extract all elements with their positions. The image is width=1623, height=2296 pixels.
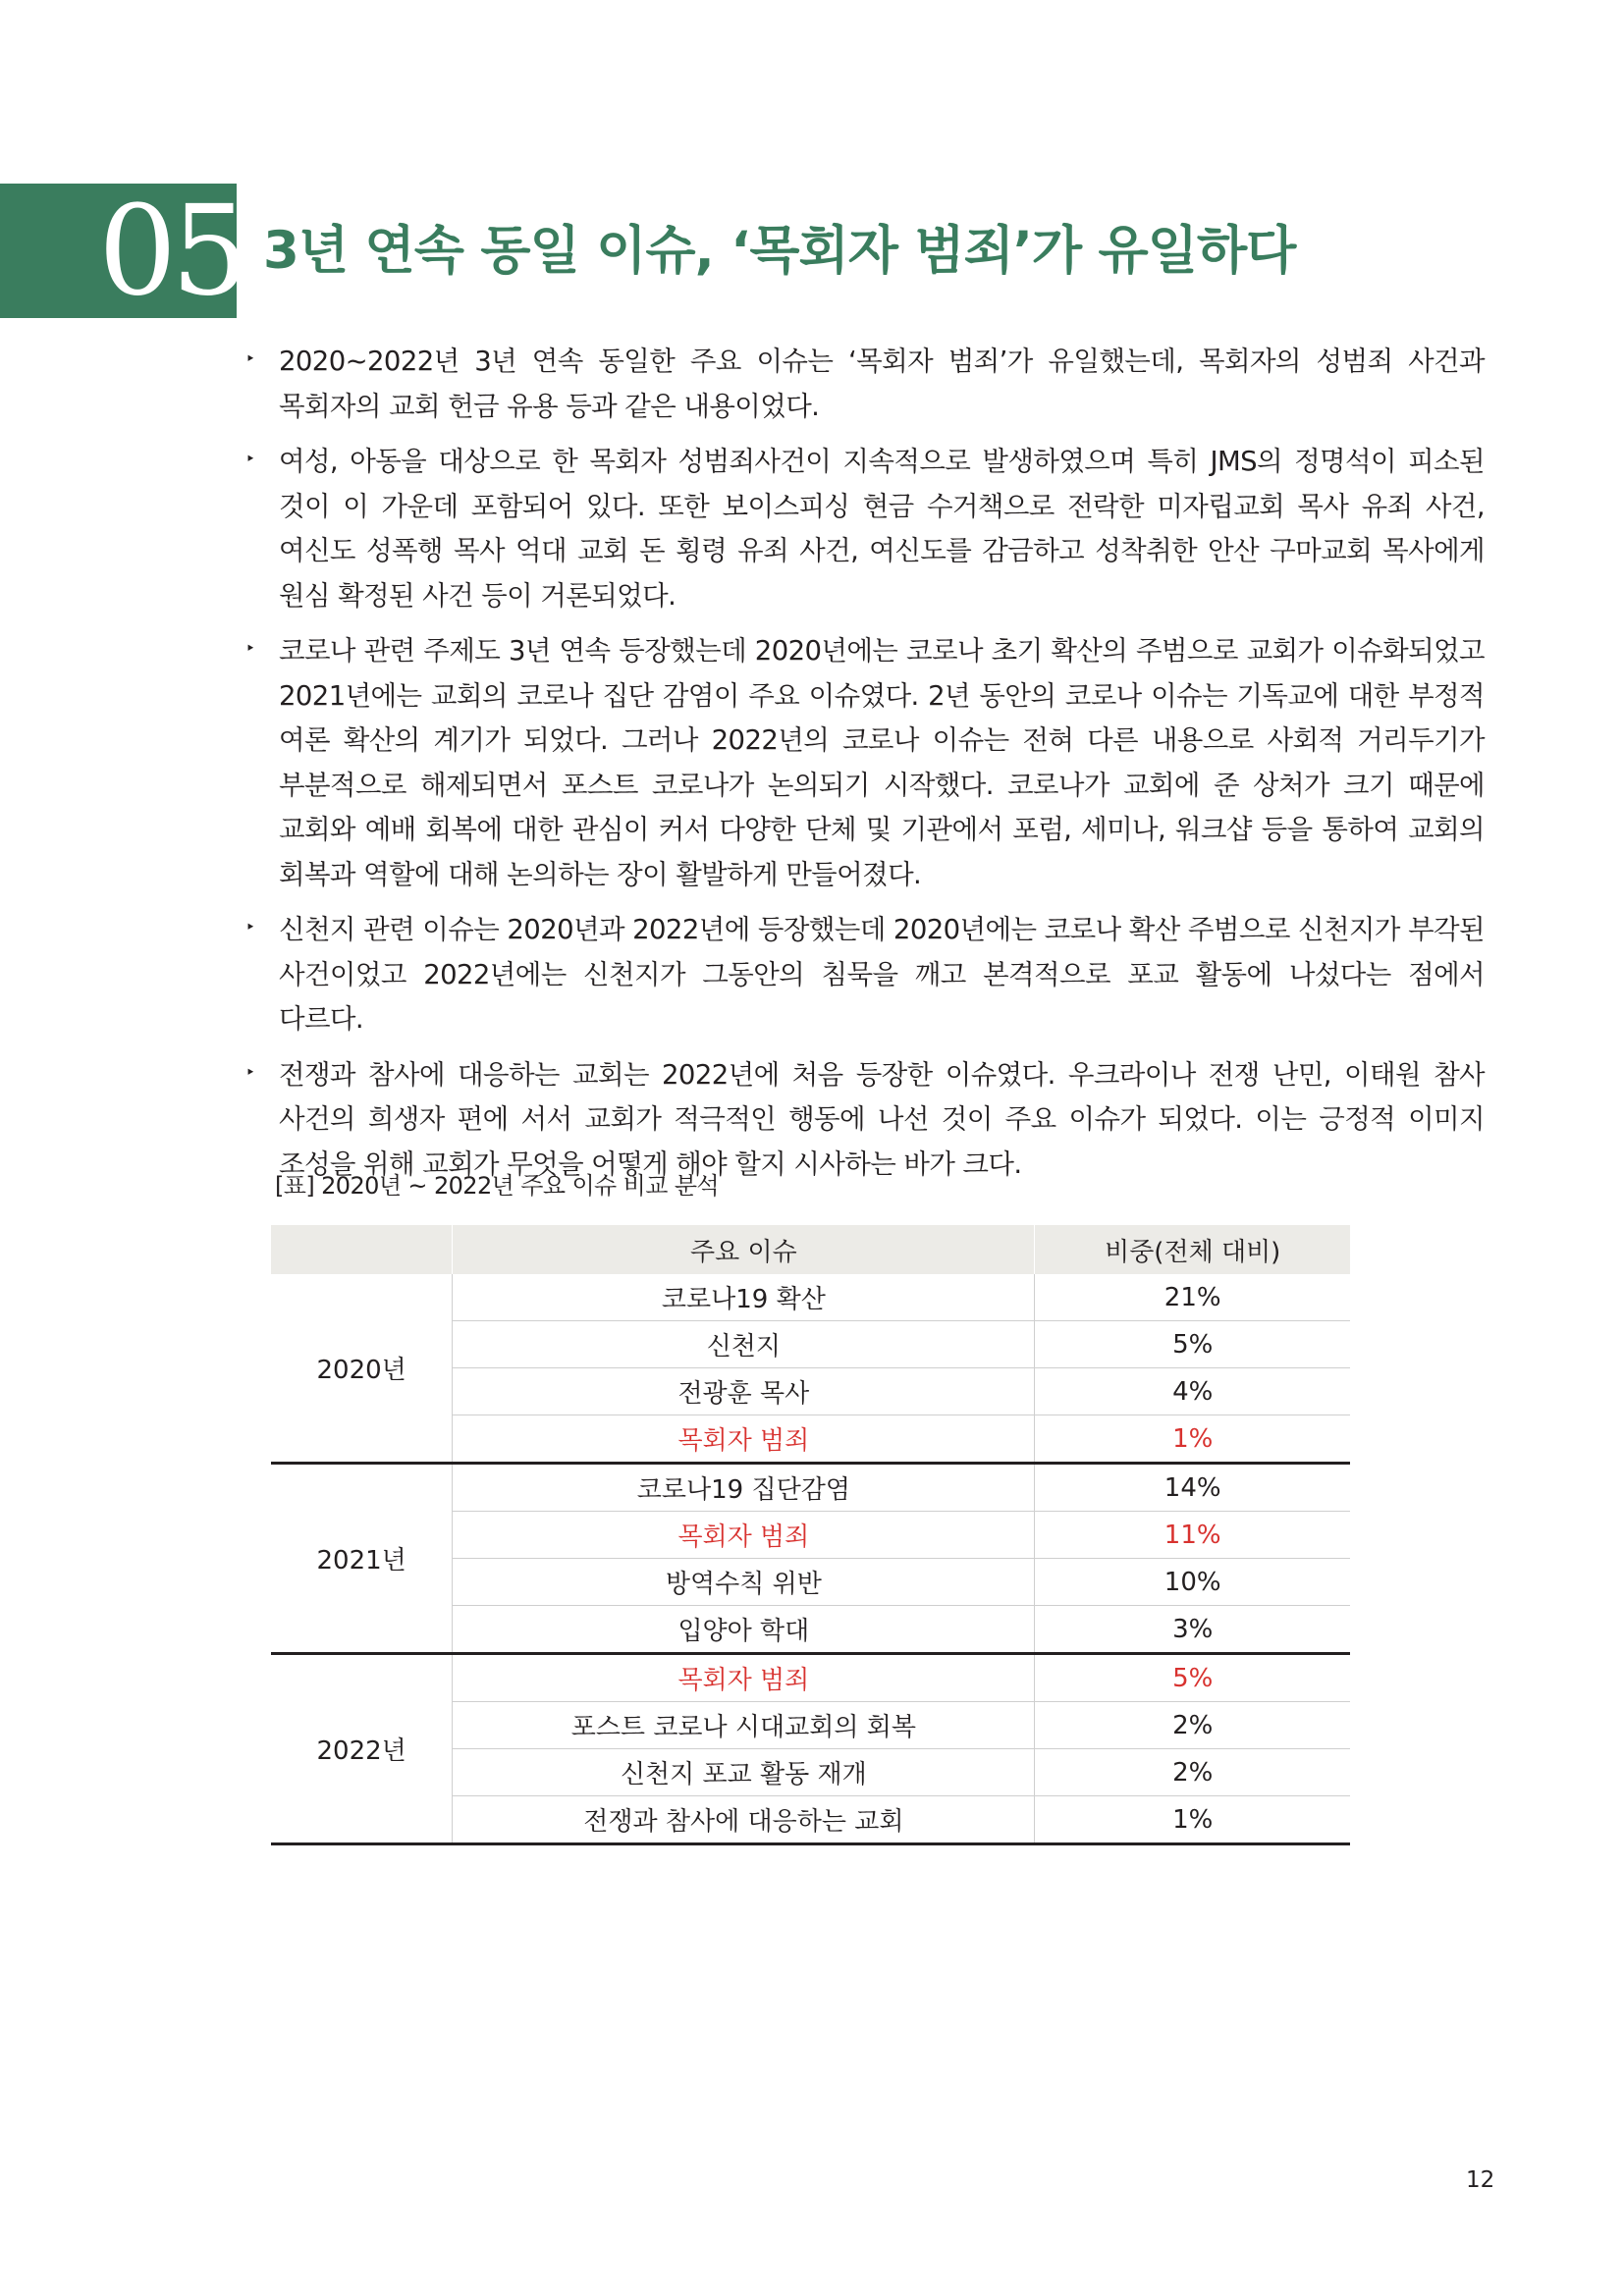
share-cell: 10% (1035, 1559, 1350, 1606)
bullet-marker-icon: ‣ (245, 349, 255, 369)
bullet-text: 신천지 관련 이슈는 2020년과 2022년에 등장했는데 2020년에는 코로나 확산 주범으로 신천지가 부각된 사건이었고 2022년에는 신천지가 그동안의 침묵을 깨고 본격적으로 포교 활동에 나섰다는 점에서 다르다. (279, 914, 1485, 1035)
table-row (271, 1654, 1350, 1702)
issue-cell: 입양아 학대 (453, 1606, 1035, 1654)
table-row (271, 1464, 1350, 1512)
share-cell: 2% (1035, 1749, 1350, 1796)
issue-cell: 목회자 범죄 (453, 1512, 1035, 1559)
section-title: 3년 연속 동일 이슈, ‘목회자 범죄’가 유일하다 (263, 221, 1296, 281)
header-share: 비중(전체 대비) (1035, 1225, 1350, 1274)
issue-cell: 전광훈 목사 (453, 1368, 1035, 1415)
issue-cell: 목회자 범죄 (453, 1654, 1035, 1702)
share-cell: 11% (1035, 1512, 1350, 1559)
table-caption: [표] 2020년 ~ 2022년 주요 이슈 비교 분석 (275, 1172, 720, 1200)
bullet-item (242, 629, 1485, 897)
bullet-item (242, 440, 1485, 618)
section-number: 05 (98, 179, 244, 323)
bullet-text: 2020~2022년 3년 연속 동일한 주요 이슈는 ‘목회자 범죄’가 유일했는데, 목회자의 성범죄 사건과 목회자의 교회 헌금 유용 등과 같은 내용이었다. (279, 346, 1485, 422)
share-cell: 2% (1035, 1702, 1350, 1749)
issue-cell: 코로나19 집단감염 (453, 1464, 1035, 1512)
share-cell: 14% (1035, 1464, 1350, 1512)
year-cell: 2021년 (271, 1464, 453, 1654)
bullet-text: 여성, 아동을 대상으로 한 목회자 성범죄사건이 지속적으로 발생하였으며 특히 JMS의 정명석이 피소된 것이 이 가운데 포함되어 있다. 또한 보이스피싱 현금 수거책으로 전락한 미자립교회 목사 유죄 사건, 여신도 성폭행 목사 억대 교회 돈 횡령 유죄 사건, 여신도를 감금하고 성착취한 안산 구마교회 목사에게 원심 확정된 사건 등이 거론되었다. (279, 446, 1485, 612)
share-cell: 4% (1035, 1368, 1350, 1415)
table-body (271, 1274, 1350, 1844)
bullet-item (242, 340, 1485, 429)
issue-comparison-table (271, 1225, 1350, 1845)
issue-cell: 방역수칙 위반 (453, 1559, 1035, 1606)
issue-cell: 신천지 (453, 1321, 1035, 1368)
bullet-list (242, 340, 1485, 1198)
bullet-text: 전쟁과 참사에 대응하는 교회는 2022년에 처음 등장한 이슈였다. 우크라이나 전쟁 난민, 이태원 참사 사건의 희생자 편에 서서 교회가 적극적인 행동에 나선 것이 주요 이슈가 되었다. 이는 긍정적 이미지 조성을 위해 교회가 무엇을 어떻게 해야 할지 시사하는 바가 크다. (279, 1058, 1485, 1180)
bullet-item (242, 908, 1485, 1042)
issue-cell: 포스트 코로나 시대교회의 회복 (453, 1702, 1035, 1749)
share-cell: 21% (1035, 1274, 1350, 1321)
header-year (271, 1225, 453, 1274)
bullet-item (242, 1053, 1485, 1188)
header-issue: 주요 이슈 (453, 1225, 1035, 1274)
share-cell: 3% (1035, 1606, 1350, 1654)
bullet-text: 코로나 관련 주제도 3년 연속 등장했는데 2020년에는 코로나 초기 확산의 주범으로 교회가 이슈화되었고 2021년에는 교회의 코로나 집단 감염이 주요 이슈였다. 2년 동안의 코로나 이슈는 기독교에 대한 부정적 여론 확산의 계기가 되었다. 그러나 2022년의 코로나 이슈는 전혀 다른 내용으로 사회적 거리두기가 부분적으로 해제되면서 포스트 코로나가 논의되기 시작했다. 코로나가 교회에 준 상처가 크기 때문에 교회와 예배 회복에 대한 관심이 커서 다양한 단체 및 기관에서 포럼, 세미나, 워크샵 등을 통하여 교회의 회복과 역할에 대해 논의하는 장이 활발하게 만들어졌다. (279, 635, 1485, 890)
year-cell: 2022년 (271, 1654, 453, 1844)
share-cell: 1% (1035, 1796, 1350, 1844)
share-cell: 5% (1035, 1321, 1350, 1368)
issue-cell: 전쟁과 참사에 대응하는 교회 (453, 1796, 1035, 1844)
bullet-marker-icon: ‣ (245, 1062, 255, 1083)
issue-cell: 신천지 포교 활동 재개 (453, 1749, 1035, 1796)
share-cell: 1% (1035, 1415, 1350, 1464)
share-cell: 5% (1035, 1654, 1350, 1702)
table-header-row (271, 1225, 1350, 1274)
issue-cell: 목회자 범죄 (453, 1415, 1035, 1464)
table-row (271, 1274, 1350, 1321)
issue-cell: 코로나19 확산 (453, 1274, 1035, 1321)
bullet-marker-icon: ‣ (245, 639, 255, 659)
bullet-marker-icon: ‣ (245, 450, 255, 469)
bullet-marker-icon: ‣ (245, 918, 255, 937)
page-number: 12 (1466, 2167, 1495, 2193)
year-cell: 2020년 (271, 1274, 453, 1464)
